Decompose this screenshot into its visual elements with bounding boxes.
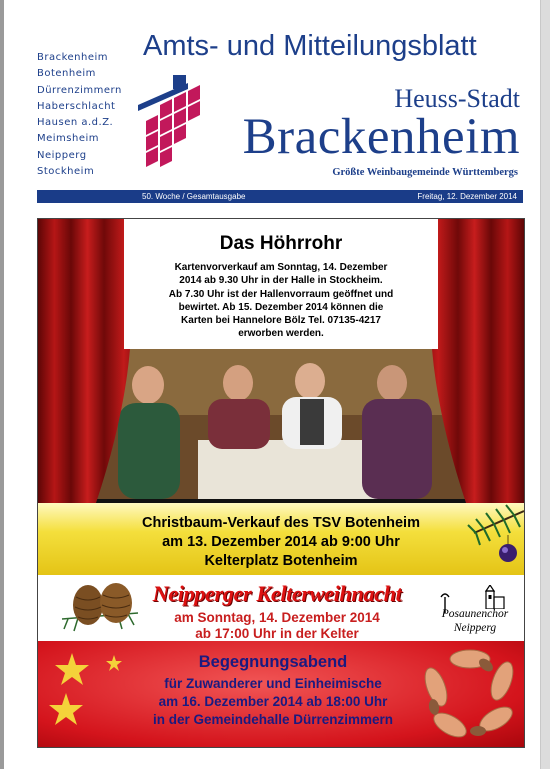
masthead-title: Amts- und Mitteilungsblatt xyxy=(143,30,477,62)
hoehrrohr-textbox xyxy=(124,219,438,349)
district-item: Meimsheim xyxy=(37,133,100,145)
district-item: Stockheim xyxy=(37,166,95,178)
district-item: Hausen a.d.Z. xyxy=(37,117,114,129)
town-prefix: Heuss-Stadt xyxy=(394,84,520,113)
edition-label: 50. Woche / Gesamtausgabe xyxy=(142,192,246,201)
hoehrrohr-title: Das Höhrrohr xyxy=(219,233,343,254)
hoehrrohr-line: bewirtet. Ab 15. Dezember 2014 können die xyxy=(178,301,384,313)
begegnung-line: in der Gemeindehalle Dürrenzimmern xyxy=(152,712,394,727)
begegnung-line: am 16. Dezember 2014 ab 18:00 Uhr xyxy=(158,694,388,709)
organizer-line: Neipperg xyxy=(453,622,497,634)
organizer-line: Posaunenchor xyxy=(441,608,509,620)
town-name: Brackenheim xyxy=(242,109,520,165)
kelterweihnacht-line: ab 17:00 Uhr in der Kelter xyxy=(195,626,359,641)
district-item: Botenheim xyxy=(37,68,96,80)
town-claim: Größte Weinbaugemeinde Württembergs xyxy=(332,167,518,178)
kelterweihnacht-event xyxy=(38,575,524,641)
page-edge xyxy=(0,0,4,769)
christbaum-line: am 13. Dezember 2014 ab 9:00 Uhr xyxy=(162,534,400,550)
church-tower-icon xyxy=(476,585,506,609)
issue-info-bar xyxy=(37,190,523,203)
christbaum-line: Kelterplatz Botenheim xyxy=(204,553,358,569)
christbaum-event xyxy=(38,503,524,575)
hoehrrohr-line: Kartenvorverkauf am Sonntag, 14. Dezember xyxy=(174,262,388,273)
issue-date: Freitag, 12. Dezember 2014 xyxy=(417,192,517,201)
begegnung-title: Begegnungsabend xyxy=(198,653,348,671)
district-item: Neipperg xyxy=(37,149,87,161)
district-list xyxy=(37,50,122,180)
christbaum-line: Christbaum-Verkauf des TSV Botenheim xyxy=(142,515,420,531)
cover-events xyxy=(37,218,525,748)
district-item: Brackenheim xyxy=(37,52,109,63)
kelterweihnacht-line: am Sonntag, 14. Dezember 2014 xyxy=(174,610,380,625)
hoehrrohr-line: Ab 7.30 Uhr ist der Hallenvorraum geöffnet und xyxy=(168,288,394,300)
hoehrrohr-text xyxy=(124,261,438,341)
district-item: Dürrenzimmern xyxy=(37,84,122,96)
fir-branch-icon xyxy=(454,503,524,575)
pine-cones-icon xyxy=(58,579,144,637)
kelterweihnacht-title: Neipperger Kelterweihnacht xyxy=(152,581,402,606)
hoehrrohr-line: Karten bei Hannelore Bölz Tel. 07135-4217 xyxy=(181,315,381,327)
district-item: Haberschlacht xyxy=(37,100,116,112)
begegnung-line: für Zuwanderer und Einheimische xyxy=(164,676,382,691)
posaunenchor-logo xyxy=(432,585,518,637)
hoehrrohr-line: erworben werden. xyxy=(238,328,324,340)
city-logo-icon xyxy=(138,75,208,175)
hoehrrohr-event xyxy=(38,219,524,503)
hoehrrohr-line: 2014 ab 9.30 Uhr in der Halle in Stockheim. xyxy=(179,275,383,287)
begegnung-event xyxy=(38,641,524,747)
